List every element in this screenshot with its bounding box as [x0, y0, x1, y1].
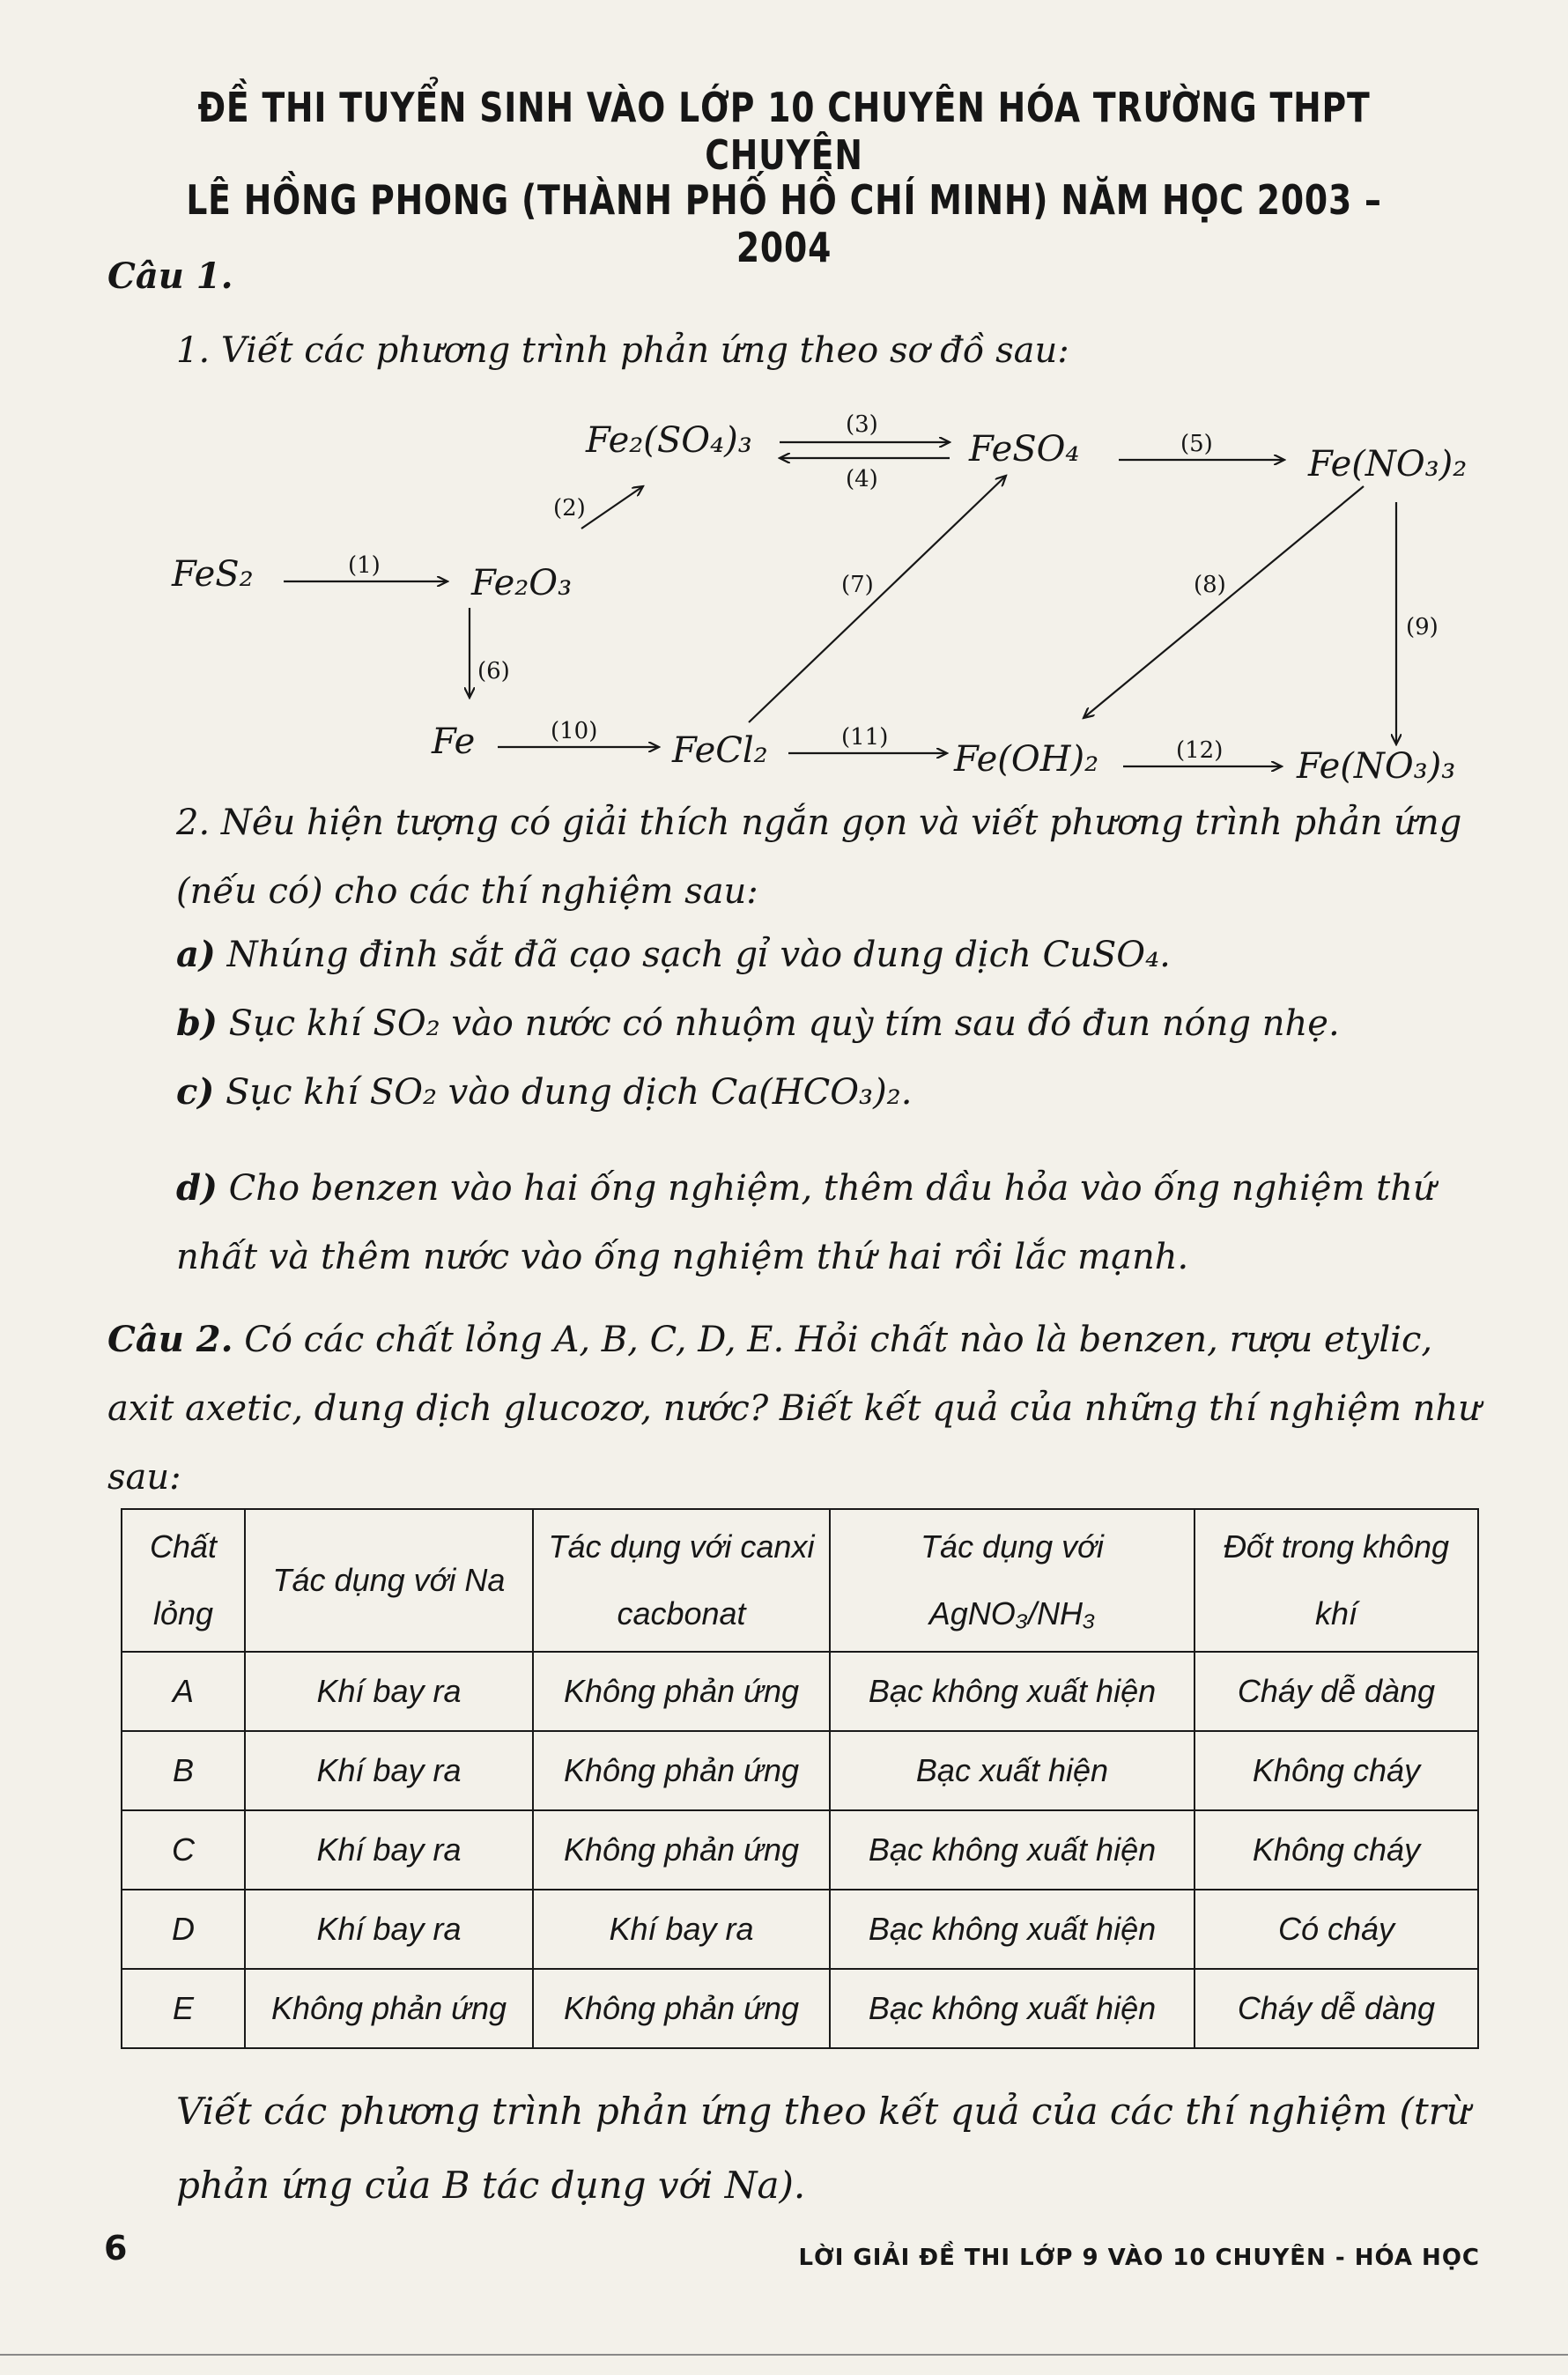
- question-1-label: Câu 1.: [107, 255, 233, 297]
- table-cell: Không phản ứng: [533, 1731, 830, 1810]
- table-header-cell: Tác dụng với canxi cacbonat: [533, 1509, 830, 1652]
- table-cell: Khí bay ra: [245, 1652, 533, 1731]
- bottom-rule: [0, 2354, 1568, 2356]
- reaction-scheme-diagram: [0, 388, 1568, 793]
- table-row: [122, 1652, 1478, 1731]
- experiment-a-label: a): [176, 934, 216, 975]
- table-cell: Không phản ứng: [533, 1652, 830, 1731]
- table-header-cell: Tác dụng với AgNO₃/NH₃: [830, 1509, 1194, 1652]
- label-step-3: (3): [846, 411, 878, 438]
- node-feoh2: Fe(OH)₂: [954, 739, 1099, 780]
- label-step-4: (4): [846, 466, 878, 492]
- question-2-intro: Có các chất lỏng A, B, C, D, E. Hỏi chất nào là benzen, rượu etylic, axit axetic, dung dịch glucozơ, nước? Biết kết quả của những thí nghiệm như sau:: [107, 1320, 1482, 1498]
- table-cell: Không phản ứng: [533, 1969, 830, 2048]
- node-fe: Fe: [432, 721, 476, 762]
- table-cell: Bạc xuất hiện: [830, 1731, 1194, 1810]
- table-cell: Khí bay ra: [533, 1890, 830, 1969]
- exam-title-line-1: ĐỀ THI TUYỂN SINH VÀO LỚP 10 CHUYÊN HÓA TRƯỜNG THPT CHUYÊN: [197, 84, 1371, 179]
- exam-title-line-2: LÊ HỒNG PHONG (THÀNH PHỐ HỒ CHÍ MINH) NĂM HỌC 2003 – 2004: [186, 176, 1382, 271]
- experiment-b-text: Sục khí SO₂ vào nước có nhuộm quỳ tím sau đó đun nóng nhẹ.: [228, 1003, 1340, 1044]
- table-cell: Bạc không xuất hiện: [830, 1652, 1194, 1731]
- table-cell: Khí bay ra: [245, 1731, 533, 1810]
- node-fe2o3: Fe₂O₃: [471, 563, 573, 603]
- label-step-8: (8): [1194, 572, 1226, 598]
- running-footer: LỜI GIẢI ĐỀ THI LỚP 9 VÀO 10 CHUYÊN - HÓA HỌC: [798, 2245, 1480, 2271]
- table-row: [122, 1969, 1478, 2048]
- table-header-cell: Đốt trong không khí: [1194, 1509, 1478, 1652]
- arrow-step-2: [581, 486, 643, 529]
- table-cell: B: [122, 1731, 245, 1810]
- table-cell: Không cháy: [1194, 1731, 1478, 1810]
- question-1-part-2: 2. Nêu hiện tượng có giải thích ngắn gọn và viết phương trình phản ứng (nếu có) cho các thí nghiệm sau:: [176, 803, 1462, 912]
- table-cell: Không cháy: [1194, 1810, 1478, 1890]
- label-step-2: (2): [553, 495, 586, 522]
- table-cell: Khí bay ra: [245, 1890, 533, 1969]
- table-cell: A: [122, 1652, 245, 1731]
- table-header-cell: Tác dụng với Na: [245, 1509, 533, 1652]
- table-header-cell: Chất lỏng: [122, 1509, 245, 1652]
- question-2-label: Câu 2.: [107, 1319, 233, 1360]
- node-feso4: FeSO₄: [969, 429, 1080, 470]
- table-cell: Bạc không xuất hiện: [830, 1969, 1194, 2048]
- page-number: 6: [104, 2229, 128, 2268]
- table-cell: Cháy dễ dàng: [1194, 1969, 1478, 2048]
- label-step-6: (6): [477, 658, 510, 684]
- label-step-7: (7): [841, 572, 874, 598]
- table-cell: Có cháy: [1194, 1890, 1478, 1969]
- node-fes2: FeS₂: [172, 554, 254, 595]
- label-step-12: (12): [1176, 737, 1224, 764]
- node-fecl2: FeCl₂: [672, 730, 768, 771]
- question-1-part-1: 1. Viết các phương trình phản ứng theo sơ đồ sau:: [176, 330, 1069, 371]
- experiment-a-text: Nhúng đinh sắt đã cạo sạch gỉ vào dung dịch CuSO₄.: [226, 935, 1171, 975]
- question-2-closing: Viết các phương trình phản ứng theo kết quả của các thí nghiệm (trừ phản ứng của B tác dụng với Na).: [176, 2090, 1470, 2207]
- table-cell: D: [122, 1890, 245, 1969]
- table-cell: E: [122, 1969, 245, 2048]
- table-cell: Cháy dễ dàng: [1194, 1652, 1478, 1731]
- table-cell: Không phản ứng: [245, 1969, 533, 2048]
- label-step-5: (5): [1180, 431, 1213, 457]
- table-cell: Khí bay ra: [245, 1810, 533, 1890]
- label-step-1: (1): [348, 552, 381, 579]
- question-2: [107, 1306, 1499, 1512]
- label-step-10: (10): [551, 718, 598, 744]
- node-feno32: Fe(NO₃)₂: [1308, 444, 1468, 485]
- experiment-b: [176, 1003, 1340, 1044]
- experiment-d-text: Cho benzen vào hai ống nghiệm, thêm dầu hỏa vào ống nghiệm thứ nhất và thêm nước vào ống nghiệm thứ hai rồi lắc mạnh.: [176, 1168, 1436, 1277]
- table-cell: Không phản ứng: [533, 1810, 830, 1890]
- arrow-step-7: [749, 476, 1006, 722]
- label-step-11: (11): [841, 724, 889, 751]
- table-row: [122, 1810, 1478, 1890]
- node-fe2so43: Fe₂(SO₄)₃: [586, 420, 752, 461]
- experiment-b-label: b): [176, 1003, 218, 1044]
- table-row: [122, 1731, 1478, 1810]
- table-cell: Bạc không xuất hiện: [830, 1890, 1194, 1969]
- table-cell: Bạc không xuất hiện: [830, 1810, 1194, 1890]
- label-step-9: (9): [1406, 614, 1439, 640]
- table-header-row: [122, 1509, 1478, 1652]
- experiment-d-label: d): [176, 1167, 218, 1209]
- table-cell: C: [122, 1810, 245, 1890]
- results-table: [121, 1508, 1479, 2049]
- experiment-c-text: Sục khí SO₂ vào dung dịch Ca(HCO₃)₂.: [226, 1072, 913, 1113]
- experiment-c-label: c): [176, 1071, 215, 1113]
- experiment-d: [176, 1154, 1498, 1291]
- node-feno33: Fe(NO₃)₃: [1297, 746, 1456, 787]
- table-row: [122, 1890, 1478, 1969]
- arrow-step-8: [1084, 486, 1364, 718]
- experiment-a: [176, 934, 1171, 975]
- experiment-c: [176, 1071, 912, 1113]
